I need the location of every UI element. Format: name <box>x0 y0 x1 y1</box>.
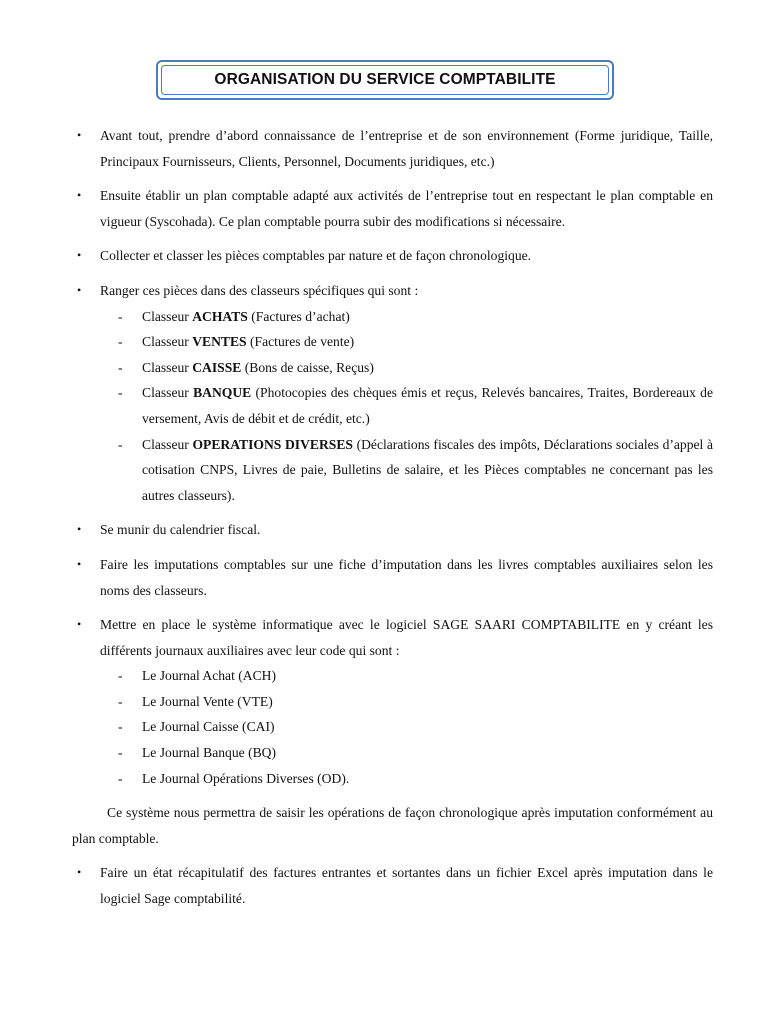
dash-marker: - <box>118 385 123 401</box>
bullet-item-7 <box>72 612 713 663</box>
journal-item <box>72 689 713 715</box>
bullet-icon: • <box>77 865 82 880</box>
bullet-icon: • <box>77 617 82 632</box>
classeur-item-caisse <box>72 355 713 381</box>
bullet-item-6 <box>72 552 713 603</box>
dash-marker: - <box>118 359 123 375</box>
classeur-prefix: Classeur <box>142 436 193 452</box>
classeur-prefix: Classeur <box>142 308 193 324</box>
classeur-item-ventes <box>72 329 713 355</box>
bullet-text: Ensuite établir un plan comptable adapté aux activités de l’entreprise tout en respectant le plan comptable en vigueur (Syscohada). Ce plan comptable pourra subir des modifications si nécessaire. <box>100 188 713 229</box>
dash-marker: - <box>118 745 123 761</box>
classeur-name: BANQUE <box>193 385 252 401</box>
classeur-detail: (Déclarations fiscales des impôts, Déclarations sociales d’appel à cotisation CNPS, Livres de paie, Bulletins de salaire, et les Pièces comptables ne concernant pas les autres classeurs). <box>142 436 713 503</box>
classeur-name: OPERATIONS DIVERSES <box>192 436 353 452</box>
classeur-item-operations-diverses <box>72 432 713 509</box>
classeur-detail: (Factures de vente) <box>246 334 355 350</box>
classeur-prefix: Classeur <box>142 359 193 375</box>
bullet-item-4 <box>72 278 713 304</box>
journal-item <box>72 740 713 766</box>
bullet-item-3 <box>72 243 713 269</box>
bullet-icon: • <box>77 248 82 263</box>
bullet-icon: • <box>77 522 82 537</box>
dash-marker: - <box>118 719 123 735</box>
classeur-detail: (Factures d’achat) <box>247 308 350 324</box>
journal-label: Le Journal Vente (VTE) <box>142 693 273 709</box>
bullet-text: Faire les imputations comptables sur une fiche d’imputation dans les livres comptables auxiliaires selon les noms des classeurs. <box>100 556 713 598</box>
journal-label: Le Journal Opérations Diverses (OD). <box>142 770 350 786</box>
bullet-text: Ranger ces pièces dans des classeurs spécifiques qui sont : <box>100 282 419 298</box>
bullet-icon: • <box>77 556 82 571</box>
classeur-list <box>72 304 713 509</box>
bullet-item-8 <box>72 860 713 911</box>
dash-marker: - <box>118 436 123 452</box>
bullet-icon: • <box>77 188 82 203</box>
journal-label: Le Journal Caisse (CAI) <box>142 719 275 735</box>
journal-item <box>72 766 713 792</box>
dash-marker: - <box>118 334 123 350</box>
bullet-text: Mettre en place le système informatique avec le logiciel SAGE SAARI COMPTABILITE en y créant les différents journaux auxiliaires avec leur code qui sont : <box>100 617 713 658</box>
bullet-text: Collecter et classer les pièces comptables par nature et de façon chronologique. <box>100 248 532 264</box>
document-body <box>72 123 713 921</box>
dash-marker: - <box>118 693 123 709</box>
bullet-text: Faire un état récapitulatif des factures entrantes et sortantes dans un fichier Excel après imputation dans le logiciel Sage comptabilité. <box>100 865 713 907</box>
classeur-name: ACHATS <box>192 308 248 324</box>
journal-item <box>72 663 713 689</box>
dash-marker: - <box>118 668 123 684</box>
journal-label: Le Journal Achat (ACH) <box>142 668 277 684</box>
page-title: ORGANISATION DU SERVICE COMPTABILITE <box>214 71 556 88</box>
classeur-prefix: Classeur <box>142 334 193 350</box>
classeur-item-achats <box>72 304 713 330</box>
bullet-icon: • <box>77 282 82 297</box>
title-inner-frame <box>161 65 609 95</box>
bullet-item-5 <box>72 517 713 543</box>
classeur-prefix: Classeur <box>142 385 194 401</box>
journal-item <box>72 714 713 740</box>
classeur-name: VENTES <box>192 334 247 350</box>
summary-paragraph: Ce système nous permettra de saisir les opérations de façon chronologique après imputation conformément au plan comptable. <box>72 805 713 846</box>
bullet-text: Se munir du calendrier fiscal. <box>100 522 261 538</box>
dash-marker: - <box>118 308 123 324</box>
bullet-text: Avant tout, prendre d’abord connaissance de l’entreprise et de son environnement (Forme juridique, Taille, Principaux Fournisseurs, Clients, Personnel, Documents juridiques, etc.) <box>100 128 713 169</box>
classeur-item-banque <box>72 380 713 431</box>
classeur-detail: (Photocopies des chèques émis et reçus, Relevés bancaires, Traites, Bordereaux de versement, Avis de débit et de crédit, etc.) <box>142 385 713 426</box>
title-box <box>156 60 614 100</box>
journal-list <box>72 663 713 791</box>
classeur-name: CAISSE <box>192 359 242 375</box>
dash-marker: - <box>118 770 123 786</box>
bullet-item-1 <box>72 123 713 174</box>
bullet-icon: • <box>77 128 82 142</box>
bullet-item-2 <box>72 183 713 234</box>
classeur-detail: (Bons de caisse, Reçus) <box>241 359 374 375</box>
journal-label: Le Journal Banque (BQ) <box>142 745 277 761</box>
